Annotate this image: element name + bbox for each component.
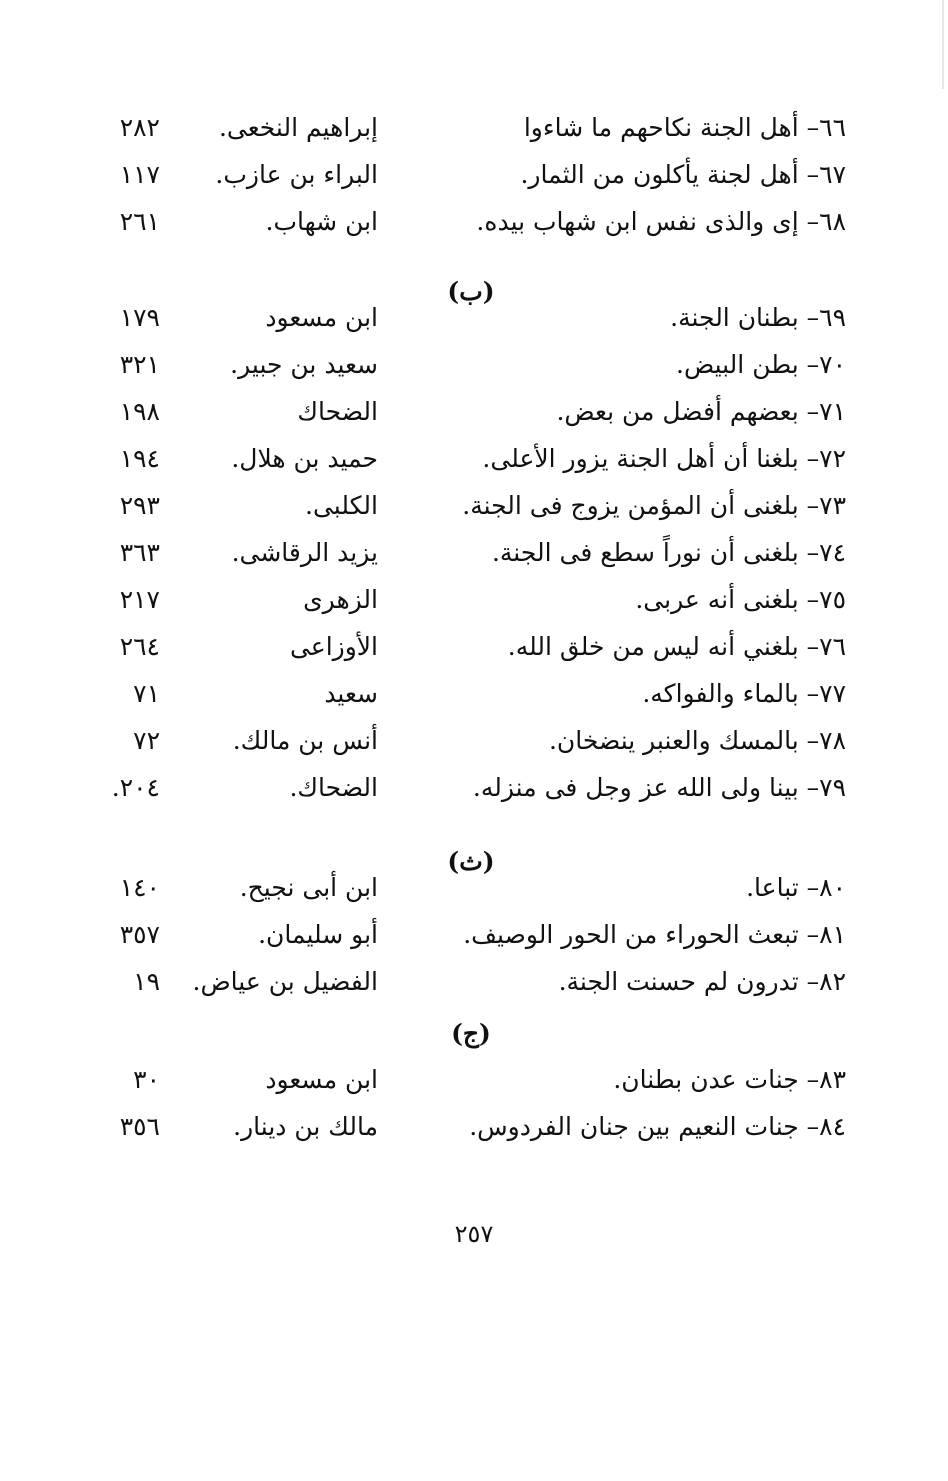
hadith-title: ٨٢– تدرون لم حسنت الجنة.	[558, 967, 846, 996]
page-reference: ٢١٧	[119, 585, 160, 614]
narrator-name: البراء بن عازب.	[215, 160, 378, 189]
index-section	[0, 1058, 948, 1152]
index-entry	[0, 719, 948, 766]
page-reference: ١١٧	[119, 160, 160, 189]
hadith-title: ٦٦– أهل الجنة نكاحهم ما شاءوا	[523, 113, 846, 142]
index-entry	[0, 913, 948, 960]
index-section	[0, 866, 948, 1007]
narrator-name: الزهرى	[303, 585, 378, 614]
page-reference: ١٩	[133, 967, 160, 996]
page-reference: ٧١	[133, 679, 160, 708]
narrator-name: أنس بن مالك.	[232, 726, 378, 755]
page-reference: ٣٦٣	[119, 538, 160, 567]
index-entry	[0, 866, 948, 913]
index-entry	[0, 390, 948, 437]
hadith-title: ٧١– بعضهم أفضل من بعض.	[556, 397, 846, 426]
index-section	[0, 296, 948, 813]
page-reference: ٣٥٦	[119, 1112, 160, 1141]
hadith-title: ٨٣– جنات عدن بطنان.	[613, 1065, 846, 1094]
narrator-name: الفضيل بن عياض.	[192, 967, 378, 996]
hadith-title: ٨٤– جنات النعيم بين جنان الفردوس.	[469, 1112, 846, 1141]
page-reference: ٢٩٣	[119, 491, 160, 520]
narrator-name: الكلبى.	[305, 491, 378, 520]
hadith-title: ٧٤– بلغنى أن نوراً سطع فى الجنة.	[491, 538, 846, 567]
narrator-name: يزيد الرقاشى.	[231, 538, 378, 567]
letter-heading-jim: (ج)	[451, 1019, 491, 1048]
index-entry	[0, 625, 948, 672]
index-entry	[0, 200, 948, 247]
page-reference: ١٩٨	[119, 397, 160, 426]
hadith-title: ٧٧– بالماء والفواكه.	[642, 679, 846, 708]
index-entry	[0, 578, 948, 625]
index-entry	[0, 106, 948, 153]
index-entry	[0, 960, 948, 1007]
narrator-name: سعيد	[324, 679, 378, 708]
page-reference: ٣٥٧	[119, 920, 160, 949]
hadith-title: ٨١– تبعث الحوراء من الحور الوصيف.	[463, 920, 846, 949]
index-entry	[0, 672, 948, 719]
index-entry	[0, 531, 948, 578]
index-entry	[0, 1058, 948, 1105]
hadith-title: ٦٧– أهل لجنة يأكلون من الثمار.	[520, 160, 846, 189]
hadith-title: ٧٩– بينا ولى الله عز وجل فى منزله.	[472, 773, 846, 802]
hadith-title: ٦٨– إى والذى نفس ابن شهاب بيده.	[476, 207, 846, 236]
page-reference: ٣٠	[133, 1065, 160, 1094]
index-section	[0, 106, 948, 247]
page-number: ٢٥٧	[454, 1220, 494, 1248]
hadith-title: ٧٦– بلغني أنه ليس من خلق الله.	[507, 632, 846, 661]
index-entry	[0, 1105, 948, 1152]
hadith-title: ٦٩– بطنان الجنة.	[670, 303, 846, 332]
hadith-title: ٧٠– بطن البيض.	[676, 350, 846, 379]
page-reference: ٢٨٢	[119, 113, 160, 142]
index-entry	[0, 296, 948, 343]
narrator-name: إبراهيم النخعى.	[218, 113, 378, 142]
page-reference: ٢٦٤	[119, 632, 160, 661]
narrator-name: أبو سليمان.	[258, 920, 378, 949]
narrator-name: الضحاك.	[289, 773, 378, 802]
narrator-name: ابن شهاب.	[265, 207, 378, 236]
page-reference: ١٧٩	[119, 303, 160, 332]
narrator-name: ابن مسعود	[265, 303, 378, 332]
hadith-title: ٧٥– بلغنى أنه عربى.	[635, 585, 846, 614]
page-reference: ٢٠٤.	[111, 773, 160, 802]
index-entry	[0, 153, 948, 200]
page-reference: ١٩٤	[119, 444, 160, 473]
narrator-name: الضحاك	[297, 397, 378, 426]
hadith-title: ٧٣– بلغنى أن المؤمن يزوج فى الجنة.	[462, 491, 846, 520]
narrator-name: سعيد بن جبير.	[230, 350, 378, 379]
page-reference: ٢٦١	[119, 207, 160, 236]
index-entry	[0, 484, 948, 531]
index-entry	[0, 766, 948, 813]
narrator-name: ابن مسعود	[265, 1065, 378, 1094]
narrator-name: حميد بن هلال.	[231, 444, 378, 473]
letter-heading-tha: (ث)	[447, 847, 495, 876]
letter-heading-ba: (ب)	[447, 277, 495, 306]
page-reference: ٧٢	[133, 726, 160, 755]
narrator-name: ابن أبى نجيح.	[239, 873, 378, 902]
page-reference: ٣٢١	[119, 350, 160, 379]
narrator-name: مالك بن دينار.	[233, 1112, 378, 1141]
page-reference: ١٤٠	[119, 873, 160, 902]
scan-edge	[942, 0, 944, 1481]
index-entry	[0, 437, 948, 484]
index-entry	[0, 343, 948, 390]
hadith-title: ٧٢– بلغنا أن أهل الجنة يزور الأعلى.	[482, 444, 846, 473]
narrator-name: الأوزاعى	[289, 632, 378, 661]
hadith-title: ٨٠– تباعا.	[746, 873, 846, 902]
hadith-title: ٧٨– بالمسك والعنبر ينضخان.	[548, 726, 846, 755]
